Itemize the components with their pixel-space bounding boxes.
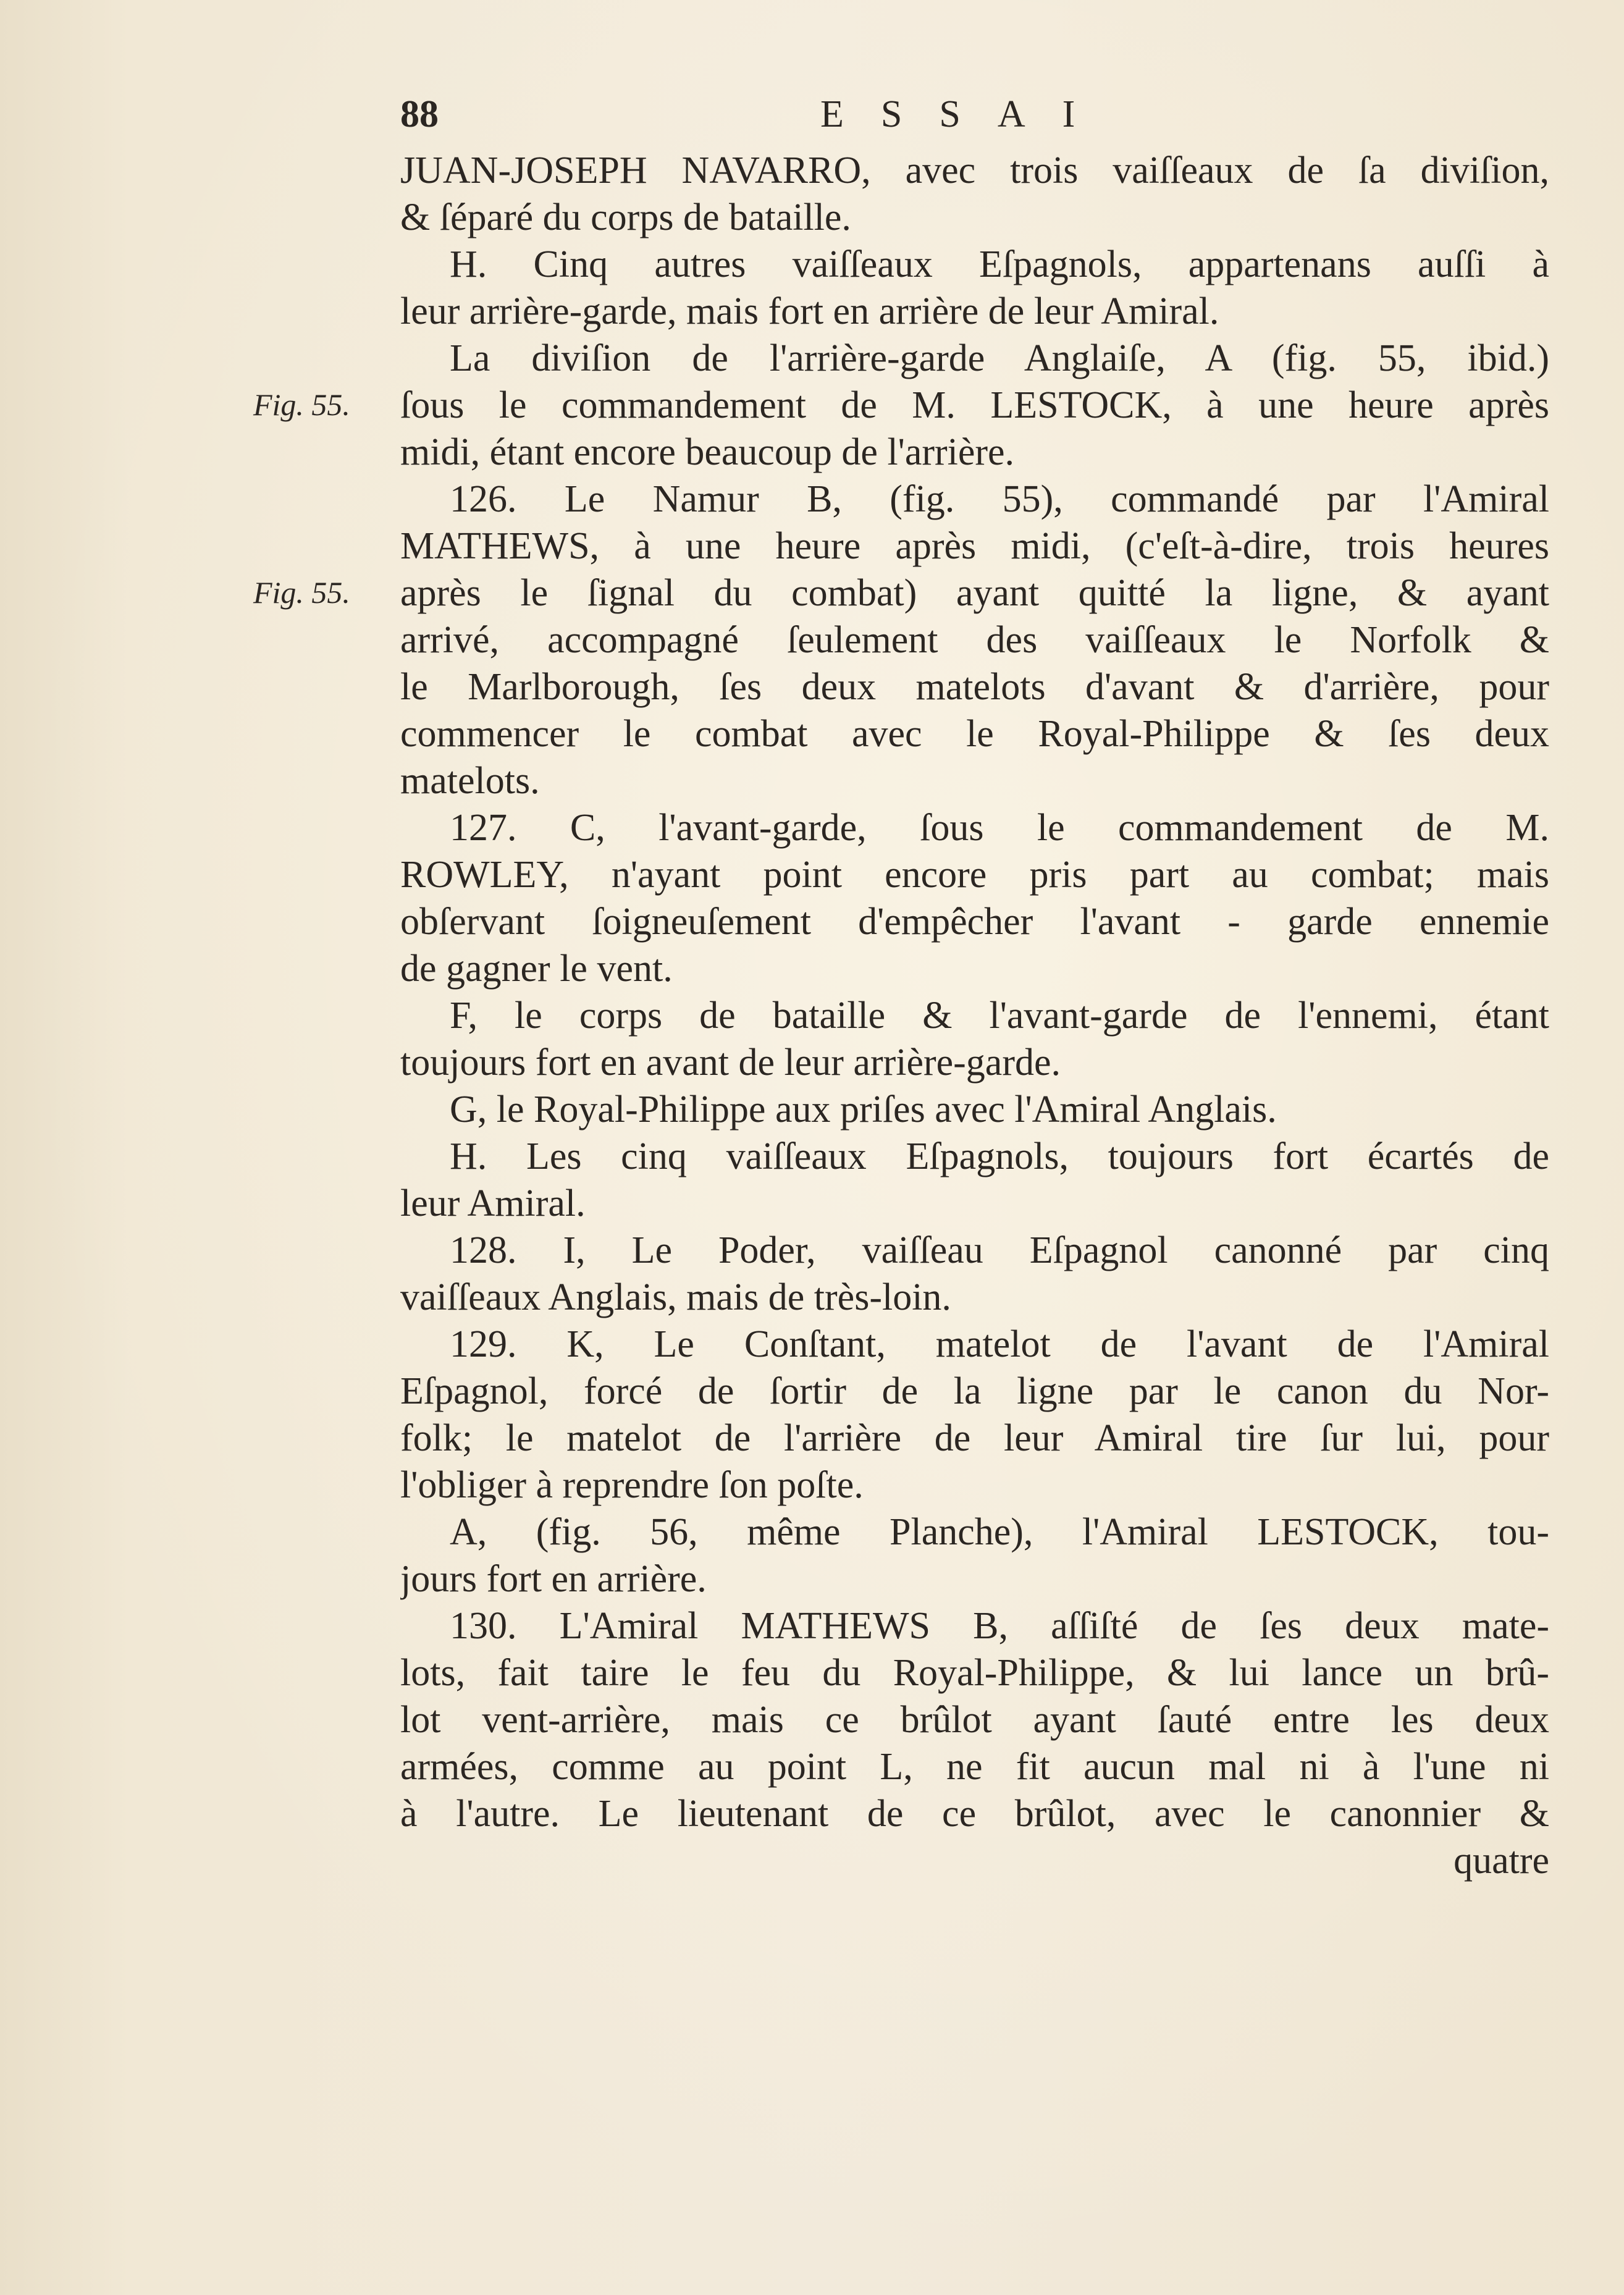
text-line: Eſpagnol, forcé de ſortir de la ligne par le canon du Nor- [400, 1370, 1549, 1412]
text-line: 126. Le Namur B, (fig. 55), commandé par l'Amiral [450, 478, 1549, 520]
margin-note: Fig. 55. [253, 575, 350, 610]
page-number: 88 [400, 93, 439, 135]
text-line: & ſéparé du corps de bataille. [400, 196, 851, 238]
text-line: F, le corps de bataille & l'avant-garde de l'ennemi, étant [450, 995, 1549, 1037]
text-line: l'obliger à reprendre ſon poſte. [400, 1464, 864, 1506]
text-line: à l'autre. Le lieutenant de ce brûlot, avec le canonnier & [400, 1793, 1549, 1835]
text-line: après le ſignal du combat) ayant quitté la ligne, & ayant [400, 572, 1549, 614]
body-text [400, 147, 1549, 1837]
margin-note: Fig. 55. [253, 387, 350, 422]
text-line: MATHEWS, à une heure après midi, (c'eſt-à-dire, trois heures [400, 525, 1549, 567]
text-line: JUAN-JOSEPH NAVARRO, avec trois vaiſſeaux de ſa diviſion, [400, 149, 1549, 192]
text-line: 130. L'Amiral MATHEWS B, aſſiſté de ſes deux mate- [450, 1605, 1549, 1647]
text-line: obſervant ſoigneuſement d'empêcher l'avant - garde ennemie [400, 901, 1549, 943]
text-line: jours fort en arrière. [400, 1558, 707, 1600]
text-line: leur Amiral. [400, 1182, 586, 1224]
text-line: 127. C, l'avant-garde, ſous le commandement de M. [450, 807, 1549, 849]
text-line: lot vent-arrière, mais ce brûlot ayant ſauté entre les deux [400, 1699, 1549, 1741]
text-line: commencer le combat avec le Royal-Philippe & ſes deux [400, 713, 1549, 755]
text-line: folk; le matelot de l'arrière de leur Amiral tire ſur lui, pour [400, 1417, 1549, 1459]
text-line: le Marlborough, ſes deux matelots d'avant & d'arrière, pour [400, 666, 1549, 708]
text-line: matelots. [400, 760, 540, 802]
page-header [400, 93, 1549, 142]
text-line: 129. K, Le Conſtant, matelot de l'avant de l'Amiral [450, 1323, 1549, 1365]
text-line: G, le Royal-Philippe aux priſes avec l'Amiral Anglais. [450, 1089, 1277, 1131]
text-line: midi, étant encore beaucoup de l'arrière. [400, 431, 1015, 473]
text-line: arrivé, accompagné ſeulement des vaiſſeaux le Norfolk & [400, 619, 1549, 661]
running-head: ESSAI [820, 93, 1113, 135]
text-line: lots, fait taire le feu du Royal-Philippe, & lui lance un brû- [400, 1652, 1549, 1694]
text-line: H. Les cinq vaiſſeaux Eſpagnols, toujours fort écartés de [450, 1135, 1549, 1177]
text-line: A, (fig. 56, même Planche), l'Amiral LESTOCK, tou- [450, 1511, 1549, 1553]
catchword-block [400, 1837, 1549, 1884]
text-line: H. Cinq autres vaiſſeaux Eſpagnols, appartenans auſſi à [450, 243, 1549, 285]
text-line: ſous le commandement de M. LESTOCK, à une heure après [400, 384, 1549, 426]
text-line: La diviſion de l'arrière-garde Anglaiſe, A (fig. 55, ibid.) [450, 337, 1549, 379]
text-line: leur arrière-garde, mais fort en arrière de leur Amiral. [400, 290, 1219, 332]
text-line: vaiſſeaux Anglais, mais de très-loin. [400, 1276, 951, 1318]
text-line: de gagner le vent. [400, 948, 673, 990]
text-line: armées, comme au point L, ne fit aucun mal ni à l'une ni [400, 1746, 1549, 1788]
text-line: toujours fort en avant de leur arrière-garde. [400, 1042, 1061, 1084]
text-line: 128. I, Le Poder, vaiſſeau Eſpagnol canonné par cinq [450, 1229, 1549, 1271]
text-line: ROWLEY, n'ayant point encore pris part au combat; mais [400, 854, 1549, 896]
catchword: quatre [1454, 1840, 1549, 1882]
